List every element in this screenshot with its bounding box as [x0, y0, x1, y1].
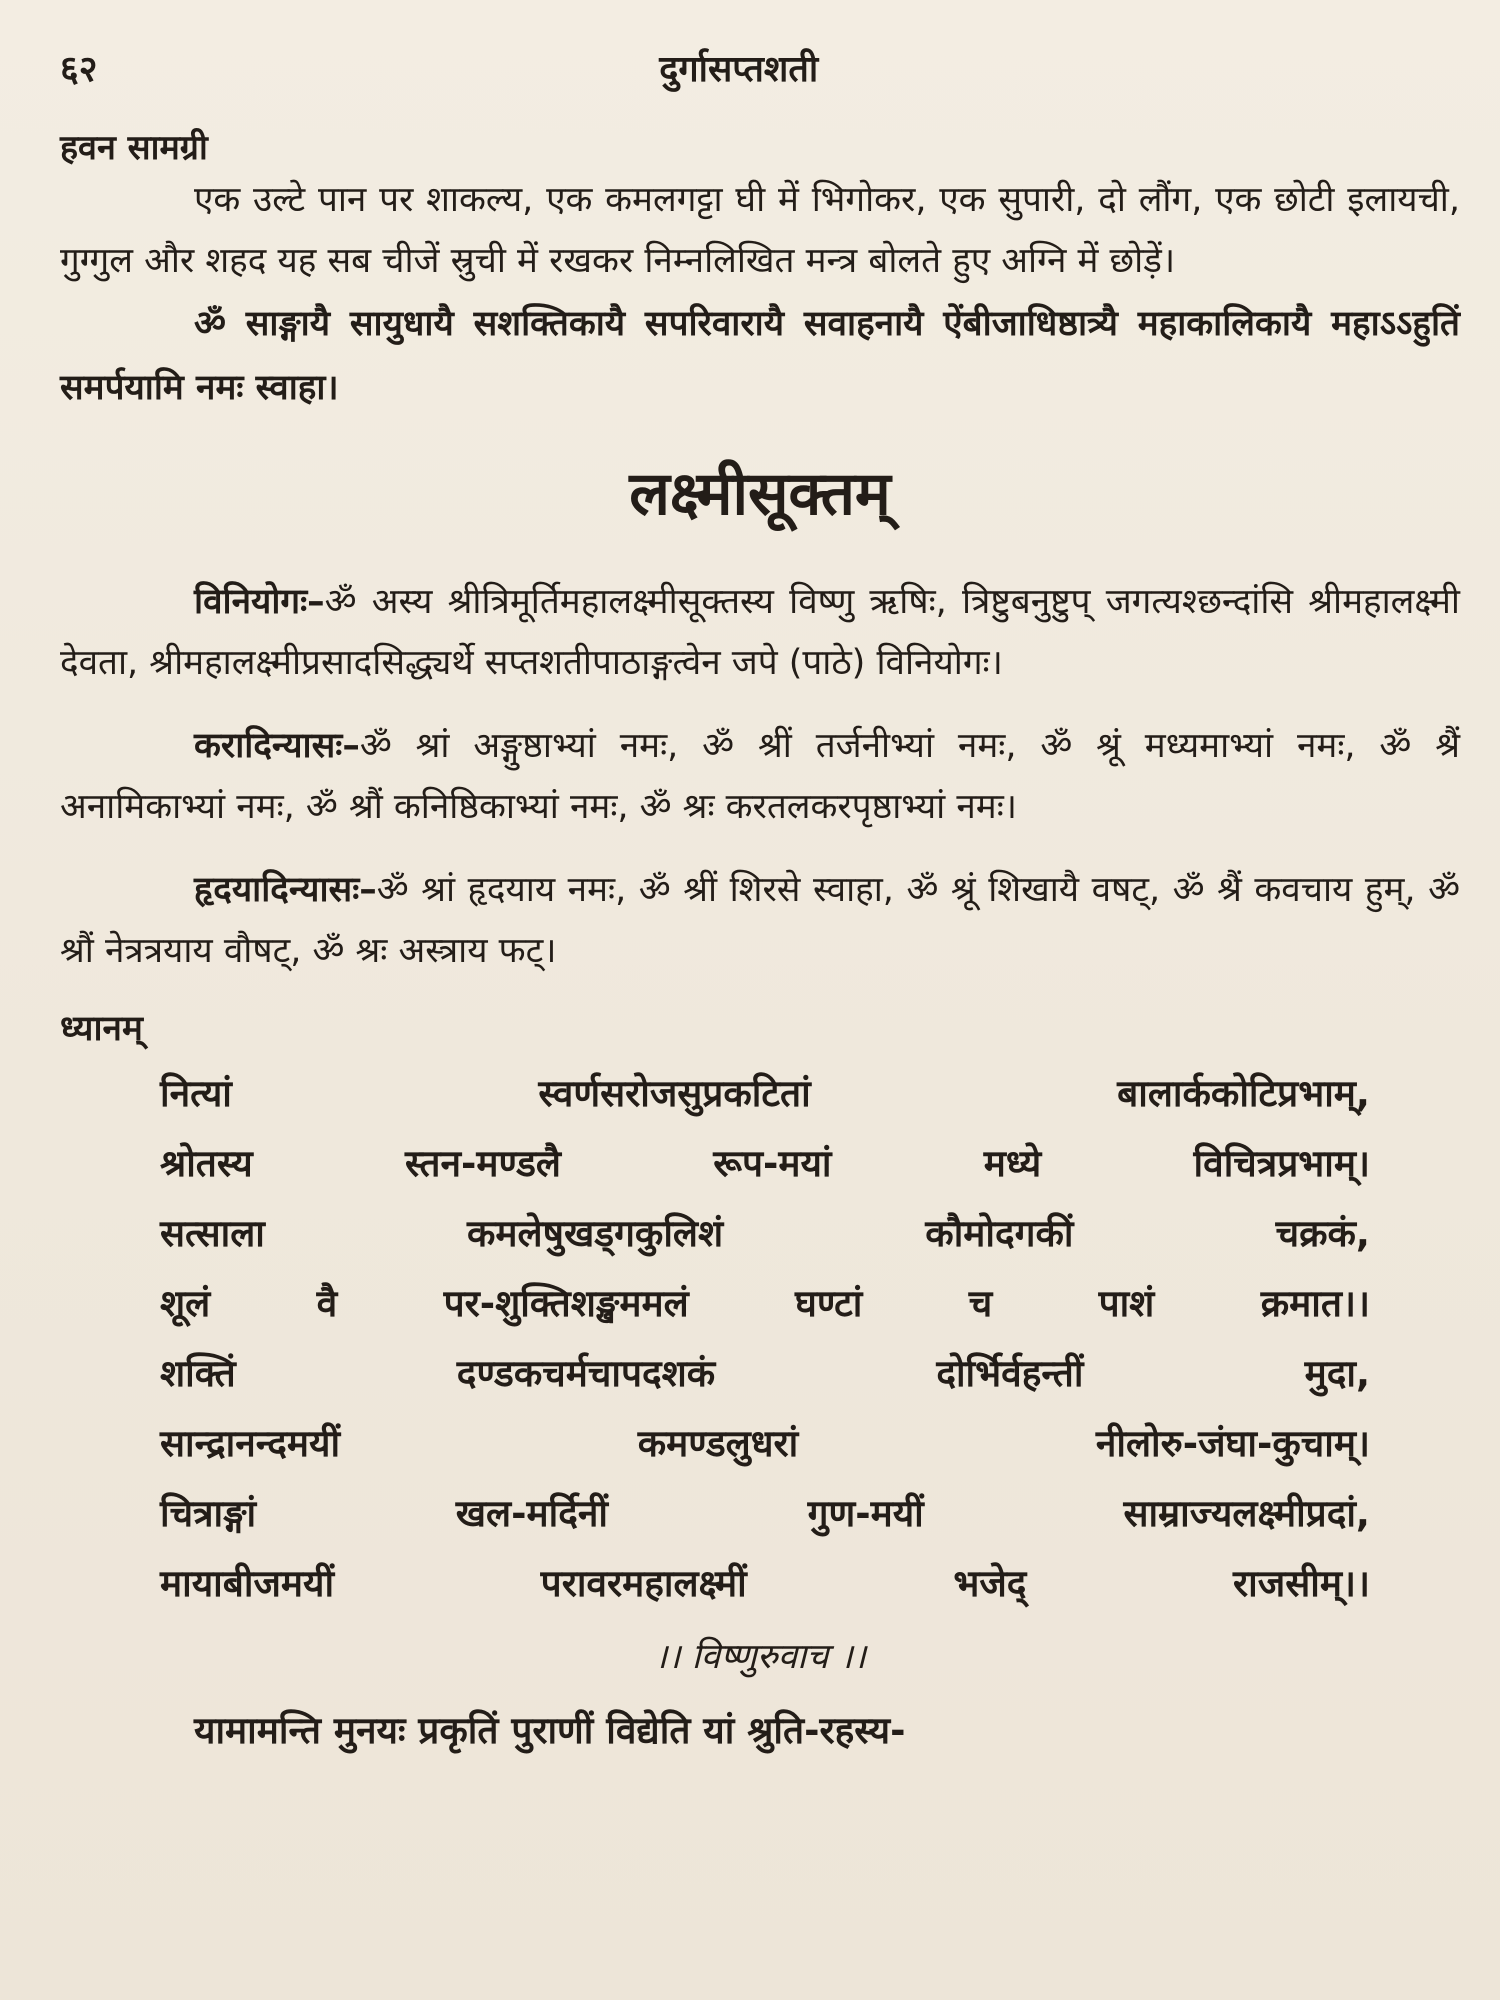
verse-line: मायाबीजमयीं परावरमहालक्ष्मीं भजेद् राजसीम्।। [160, 1562, 1370, 1606]
verse-line: सत्साला कमलेषुखड्गकुलिशं कौमोदगकीं चक्रकं, [160, 1212, 1370, 1256]
hridayadi-section [60, 860, 1460, 982]
page-title: लक्ष्मीसूक्तम् [629, 459, 891, 530]
havan-heading: हवन सामग्री [60, 128, 208, 168]
continuing-verse-line: यामामन्ति मुनयः प्रकृतिं पुराणीं विद्येति यां श्रुति-रहस्य- [194, 1709, 906, 1753]
havan-section [60, 126, 1460, 420]
verse-line: शूलं वै पर-शुक्तिशङ्खममलं घण्टां च पाशं क्रमात।। [160, 1282, 1370, 1326]
viniyoga-label: विनियोगः– [194, 582, 325, 623]
karanyasa-section [60, 716, 1460, 838]
dhyanam-section [60, 1004, 1460, 1619]
vishnu-uvacha: ।। विष्णुरुवाच ।। [653, 1637, 867, 1678]
viniyoga-text: ॐ अस्य श्रीत्रिमूर्तिमहालक्ष्मीसूक्तस्य विष्णु ऋषिः, त्रिष्टुबनुष्टुप् जगत्यश्छन्दांसि श्रीमहालक्ष्मी देवता, श्रीमहालक्ष्मीप्रसादसिद्ध्यर्थे सप्तशतीपाठाङ्गत्वेन जपे (पाठे) विनियोगः। [60, 582, 1460, 684]
hridayadi-paragraph [60, 860, 1460, 982]
running-title: दुर्गासप्तशती [659, 49, 819, 90]
karanyasa-text: ॐ श्रां अङ्गुष्ठाभ्यां नमः, ॐ श्रीं तर्जनीभ्यां नमः, ॐ श्रूं मध्यमाभ्यां नमः, ॐ श्रैं अनामिकाभ्यां नमः, ॐ श्रौं कनिष्ठिकाभ्यां नमः, ॐ श्रः करतलकरपृष्ठाभ्यां नमः। [60, 726, 1460, 828]
verse-line: सान्द्रानन्दमयीं कमण्डलुधरां नीलोरु-जंघा-कुचाम्। [160, 1422, 1370, 1466]
verse-line: शक्तिं दण्डकचर्मचापदशकं दोर्भिर्वहन्तीं मुदा, [160, 1352, 1370, 1396]
dhyanam-heading: ध्यानम् [60, 1009, 143, 1050]
hridayadi-label: हृदयादिन्यासः– [194, 870, 377, 911]
viniyoga-section [60, 572, 1460, 694]
havan-mantra: ॐ साङ्गायै सायुधायै सशक्तिकायै सपरिवारायै सवाहनायै ऐंबीजाधिष्ठात्र्यै महाकालिकायै महाऽऽहुतिं समर्पयामि नमः स्वाहा। [60, 304, 1460, 409]
hridayadi-text: ॐ श्रां हृदयाय नमः, ॐ श्रीं शिरसे स्वाहा, ॐ श्रूं शिखायै वषट्, ॐ श्रैं कवचाय हुम्, ॐ श्रौं नेत्रत्रयाय वौषट्, ॐ श्रः अस्त्राय फट्। [60, 870, 1460, 972]
karanyasa-paragraph [60, 716, 1460, 838]
havan-text: एक उल्टे पान पर शाकल्य, एक कमलगट्टा घी में भिगोकर, एक सुपारी, दो लौंग, एक छोटी इलायची, गुग्गुल और शहद यह सब चीजें स्रुची में रखकर निम्नलिखित मन्त्र बोलते हुए अग्नि में छोड़ें। [60, 180, 1460, 282]
verse-line: श्रोतस्य स्तन-मण्डलै रूप-मयां मध्ये विचित्रप्रभाम्। [160, 1142, 1370, 1186]
page-header [60, 49, 1460, 90]
verse-line: चित्राङ्गां खल-मर्दिनीं गुण-मयीं साम्राज्यलक्ष्मीप्रदां, [160, 1492, 1370, 1536]
verse-line: नित्यां स्वर्णसरोजसुप्रकटितां बालार्ककोटिप्रभाम्, [160, 1072, 1370, 1116]
page-number: ६२ [60, 49, 98, 90]
viniyoga-paragraph [60, 572, 1460, 694]
karanyasa-label: करादिन्यासः– [194, 726, 360, 767]
